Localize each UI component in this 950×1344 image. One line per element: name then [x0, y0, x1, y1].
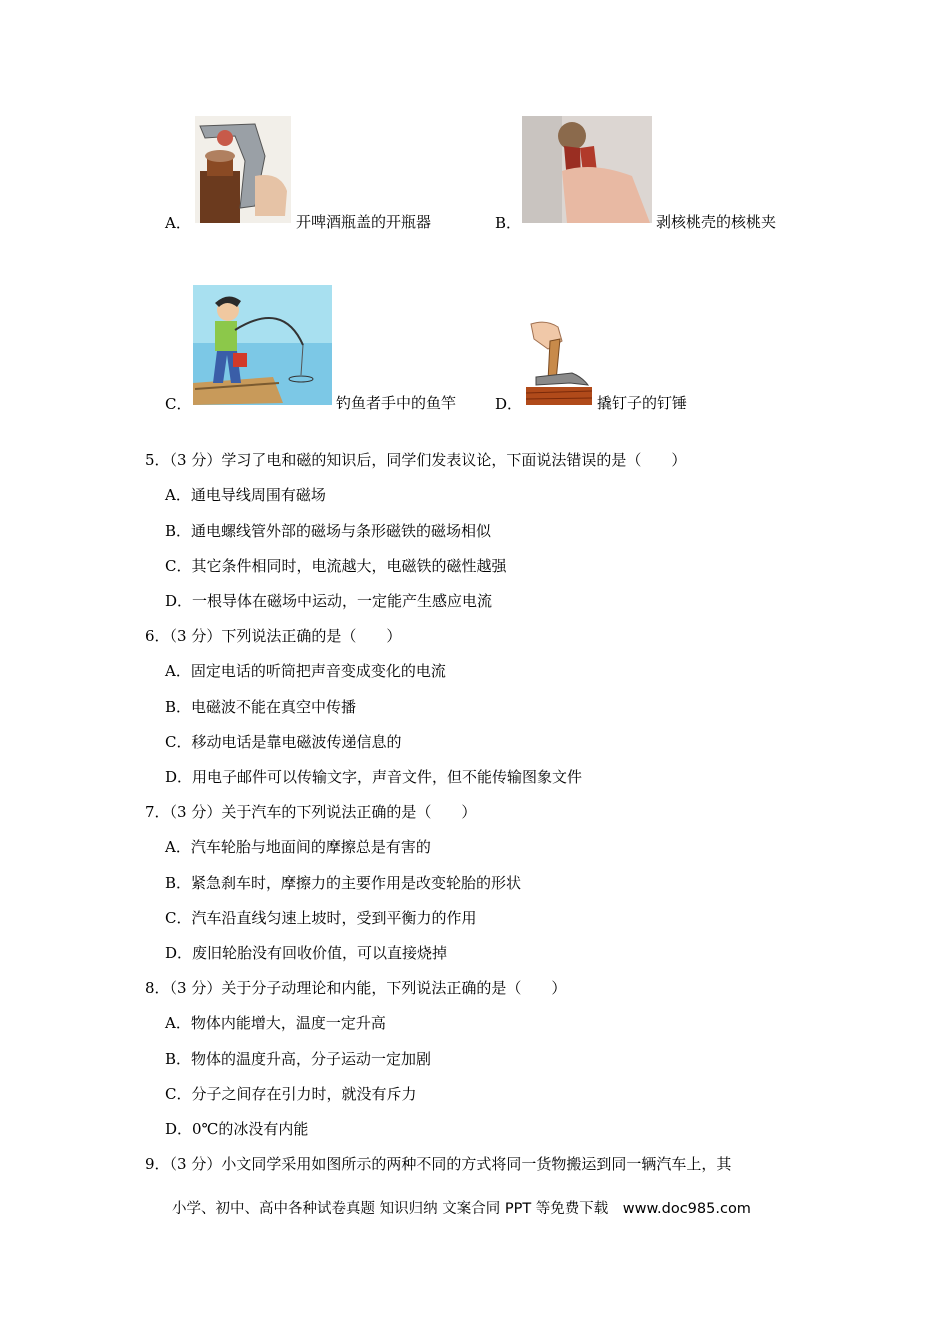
question-7-stem: 7．（3 分）关于汽车的下列说法正确的是（ ） [145, 803, 477, 821]
fishing-rod-drawing [193, 285, 332, 405]
question-5-option-d: D．一根导体在磁场中运动，一定能产生感应电流 [165, 592, 493, 610]
option-b-letter: B． [495, 214, 522, 232]
question-7-option-d: D．废旧轮胎没有回收价值，可以直接烧掉 [165, 944, 448, 962]
option-a-letter: A． [165, 214, 191, 232]
question-7-option-b: B．紧急刹车时，摩擦力的主要作用是改变轮胎的形状 [165, 874, 522, 892]
question-5-stem: 5．（3 分）学习了电和磁的知识后，同学们发表议论，下面说法错误的是（ ） [145, 451, 687, 469]
question-8-option-d: D．0℃的冰没有内能 [165, 1120, 309, 1138]
question-6-option-c: C．移动电话是靠电磁波传递信息的 [165, 733, 402, 751]
nutcracker-photo [522, 116, 652, 223]
option-b-caption: 剥核桃壳的核桃夹 [656, 213, 777, 231]
question-9-stem: 9．（3 分）小文同学采用如图所示的两种不同的方式将同一货物搬运到同一辆汽车上，其 [145, 1155, 732, 1173]
bottle-opener-photo [195, 116, 291, 223]
question-5-option-a: A．通电导线周围有磁场 [165, 486, 326, 504]
question-7-option-a: A．汽车轮胎与地面间的摩擦总是有害的 [165, 838, 431, 856]
question-6-option-a: A．固定电话的听筒把声音变成变化的电流 [165, 662, 446, 680]
question-5-option-b: B．通电螺线管外部的磁场与条形磁铁的磁场相似 [165, 522, 492, 540]
question-8-option-a: A．物体内能增大，温度一定升高 [165, 1014, 386, 1032]
option-d-letter: D． [495, 395, 523, 413]
claw-hammer-drawing [526, 319, 592, 405]
question-5-option-c: C．其它条件相同时，电流越大，电磁铁的磁性越强 [165, 557, 507, 575]
question-8-stem: 8．（3 分）关于分子动理论和内能，下列说法正确的是（ ） [145, 979, 567, 997]
question-6-option-b: B．电磁波不能在真空中传播 [165, 698, 357, 716]
question-6-stem: 6．（3 分）下列说法正确的是（ ） [145, 627, 402, 645]
page-footer: 小学、初中、高中各种试卷真题 知识归纳 文案合同 PPT 等免费下载 www.doc985.com [172, 1201, 751, 1217]
option-c-caption: 钓鱼者手中的鱼竿 [336, 394, 457, 412]
option-d-caption: 撬钉子的钉锤 [597, 394, 688, 412]
question-6-option-d: D．用电子邮件可以传输文字，声音文件，但不能传输图象文件 [165, 768, 583, 786]
option-a-caption: 开啤酒瓶盖的开瓶器 [296, 213, 432, 231]
question-7-option-c: C．汽车沿直线匀速上坡时，受到平衡力的作用 [165, 909, 477, 927]
question-8-option-c: C．分子之间存在引力时，就没有斥力 [165, 1085, 417, 1103]
option-c-letter: C． [165, 395, 192, 413]
question-8-option-b: B．物体的温度升高，分子运动一定加剧 [165, 1050, 432, 1068]
